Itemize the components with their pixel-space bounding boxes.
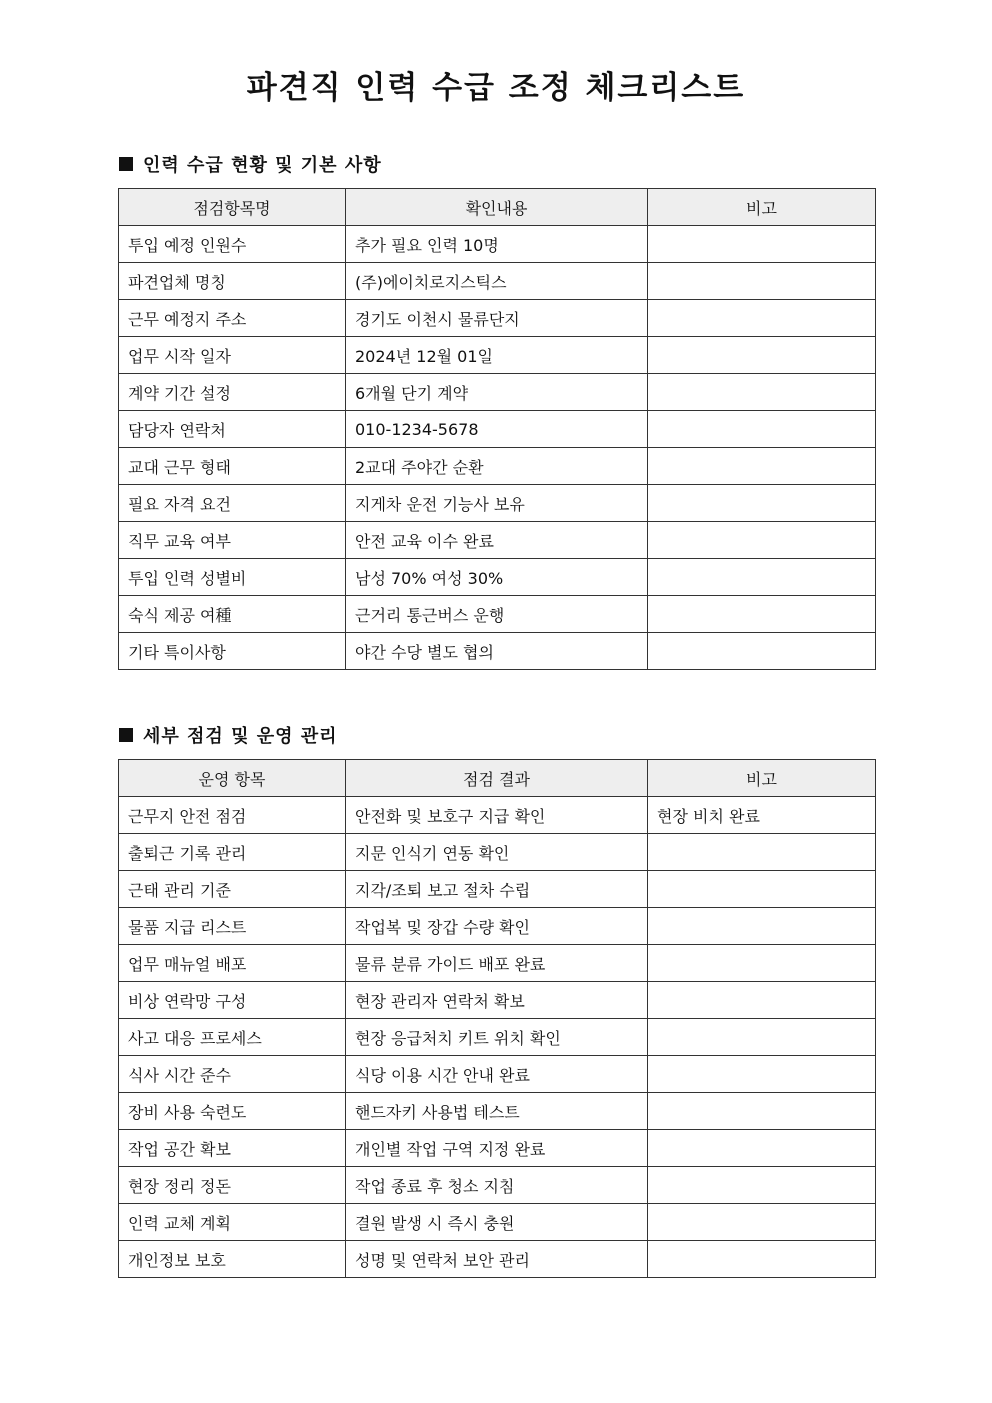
supply-status-table (118, 188, 876, 670)
cell-item: 필요 자격 요건 (119, 485, 346, 522)
cell-note (648, 485, 876, 522)
cell-content: 현장 응급처치 키트 위치 확인 (346, 1019, 648, 1056)
table-row (119, 596, 876, 633)
cell-item: 근무 예정지 주소 (119, 300, 346, 337)
table-row (119, 871, 876, 908)
cell-note (648, 1130, 876, 1167)
table-row (119, 374, 876, 411)
operations-table-body (119, 797, 876, 1278)
table-row (119, 448, 876, 485)
section-heading-label: 인력 수급 현황 및 기본 사항 (143, 155, 382, 176)
table-row (119, 263, 876, 300)
cell-item: 직무 교육 여부 (119, 522, 346, 559)
table-row (119, 1167, 876, 1204)
cell-note (648, 448, 876, 485)
cell-content: 지문 인식기 연동 확인 (346, 834, 648, 871)
cell-content: 물류 분류 가이드 배포 완료 (346, 945, 648, 982)
cell-content: 야간 수당 별도 협의 (346, 633, 648, 670)
cell-item: 파견업체 명칭 (119, 263, 346, 300)
table-row (119, 834, 876, 871)
cell-note (648, 263, 876, 300)
cell-content: 근거리 통근버스 운행 (346, 596, 648, 633)
cell-item: 현장 정리 정돈 (119, 1167, 346, 1204)
cell-content: 식당 이용 시간 안내 완료 (346, 1056, 648, 1093)
cell-content: 2024년 12월 01일 (346, 337, 648, 374)
cell-content: 개인별 작업 구역 지정 완료 (346, 1130, 648, 1167)
cell-item: 출퇴근 기록 관리 (119, 834, 346, 871)
cell-content: 작업복 및 장갑 수량 확인 (346, 908, 648, 945)
cell-content: 추가 필요 인력 10명 (346, 226, 648, 263)
table-row (119, 1093, 876, 1130)
cell-item: 근태 관리 기준 (119, 871, 346, 908)
table-row (119, 300, 876, 337)
operations-table (118, 759, 876, 1278)
cell-item: 기타 특이사항 (119, 633, 346, 670)
section-heading-supply-status (119, 151, 382, 177)
column-header-item: 점검항목명 (119, 189, 346, 226)
cell-item: 투입 예정 인원수 (119, 226, 346, 263)
table-row (119, 485, 876, 522)
table-row (119, 226, 876, 263)
cell-content: 결원 발생 시 즉시 충원 (346, 1204, 648, 1241)
cell-item: 투입 인력 성별비 (119, 559, 346, 596)
cell-note (648, 633, 876, 670)
cell-note (648, 1019, 876, 1056)
cell-item: 개인정보 보호 (119, 1241, 346, 1278)
square-bullet-icon (119, 728, 133, 742)
cell-item: 인력 교체 계획 (119, 1204, 346, 1241)
column-header-result: 점검 결과 (346, 760, 648, 797)
cell-note (648, 908, 876, 945)
cell-item: 장비 사용 숙련도 (119, 1093, 346, 1130)
table-row (119, 522, 876, 559)
table-row (119, 908, 876, 945)
cell-content: 지게차 운전 기능사 보유 (346, 485, 648, 522)
table-row (119, 411, 876, 448)
cell-note (648, 1241, 876, 1278)
square-bullet-icon (119, 157, 133, 171)
cell-content: 현장 관리자 연락처 확보 (346, 982, 648, 1019)
cell-content: (주)에이치로지스틱스 (346, 263, 648, 300)
cell-note (648, 337, 876, 374)
cell-note (648, 1204, 876, 1241)
cell-note (648, 1093, 876, 1130)
table-row (119, 559, 876, 596)
section-heading-label: 세부 점검 및 운영 관리 (143, 726, 338, 747)
cell-item: 사고 대응 프로세스 (119, 1019, 346, 1056)
table-row (119, 1056, 876, 1093)
cell-content: 경기도 이천시 물류단지 (346, 300, 648, 337)
cell-note (648, 300, 876, 337)
table-row (119, 1241, 876, 1278)
cell-item: 업무 매뉴얼 배포 (119, 945, 346, 982)
table-row (119, 982, 876, 1019)
cell-note (648, 522, 876, 559)
table-row (119, 633, 876, 670)
table-row (119, 1204, 876, 1241)
cell-note (648, 374, 876, 411)
table-header-row (119, 189, 876, 226)
cell-content: 안전 교육 이수 완료 (346, 522, 648, 559)
cell-item: 교대 근무 형태 (119, 448, 346, 485)
cell-item: 계약 기간 설정 (119, 374, 346, 411)
column-header-note: 비고 (648, 760, 876, 797)
cell-content: 안전화 및 보호구 지급 확인 (346, 797, 648, 834)
cell-note (648, 834, 876, 871)
table-row (119, 1130, 876, 1167)
page-title: 파견직 인력 수급 조정 체크리스트 (246, 70, 746, 106)
cell-note (648, 411, 876, 448)
cell-content: 작업 종료 후 청소 지침 (346, 1167, 648, 1204)
section-heading-operations (119, 722, 338, 748)
column-header-item: 운영 항목 (119, 760, 346, 797)
cell-note (648, 596, 876, 633)
cell-content: 6개월 단기 계약 (346, 374, 648, 411)
cell-content: 성명 및 연락처 보안 관리 (346, 1241, 648, 1278)
cell-note (648, 1167, 876, 1204)
cell-item: 식사 시간 준수 (119, 1056, 346, 1093)
table-row (119, 797, 876, 834)
cell-item: 업무 시작 일자 (119, 337, 346, 374)
table-row (119, 337, 876, 374)
cell-content: 핸드자키 사용법 테스트 (346, 1093, 648, 1130)
table-row (119, 945, 876, 982)
cell-note (648, 559, 876, 596)
cell-note (648, 982, 876, 1019)
column-header-content: 확인내용 (346, 189, 648, 226)
cell-item: 숙식 제공 여種 (119, 596, 346, 633)
column-header-note: 비고 (648, 189, 876, 226)
cell-item: 작업 공간 확보 (119, 1130, 346, 1167)
cell-note (648, 1056, 876, 1093)
cell-content: 지각/조퇴 보고 절차 수립 (346, 871, 648, 908)
cell-note (648, 226, 876, 263)
cell-content: 남성 70% 여성 30% (346, 559, 648, 596)
cell-item: 근무지 안전 점검 (119, 797, 346, 834)
table-header-row (119, 760, 876, 797)
table-row (119, 1019, 876, 1056)
cell-note: 현장 비치 완료 (648, 797, 876, 834)
cell-content: 010-1234-5678 (346, 411, 648, 448)
cell-note (648, 871, 876, 908)
cell-item: 담당자 연락처 (119, 411, 346, 448)
cell-item: 비상 연락망 구성 (119, 982, 346, 1019)
cell-item: 물품 지급 리스트 (119, 908, 346, 945)
cell-content: 2교대 주야간 순환 (346, 448, 648, 485)
supply-status-table-body (119, 226, 876, 670)
cell-note (648, 945, 876, 982)
